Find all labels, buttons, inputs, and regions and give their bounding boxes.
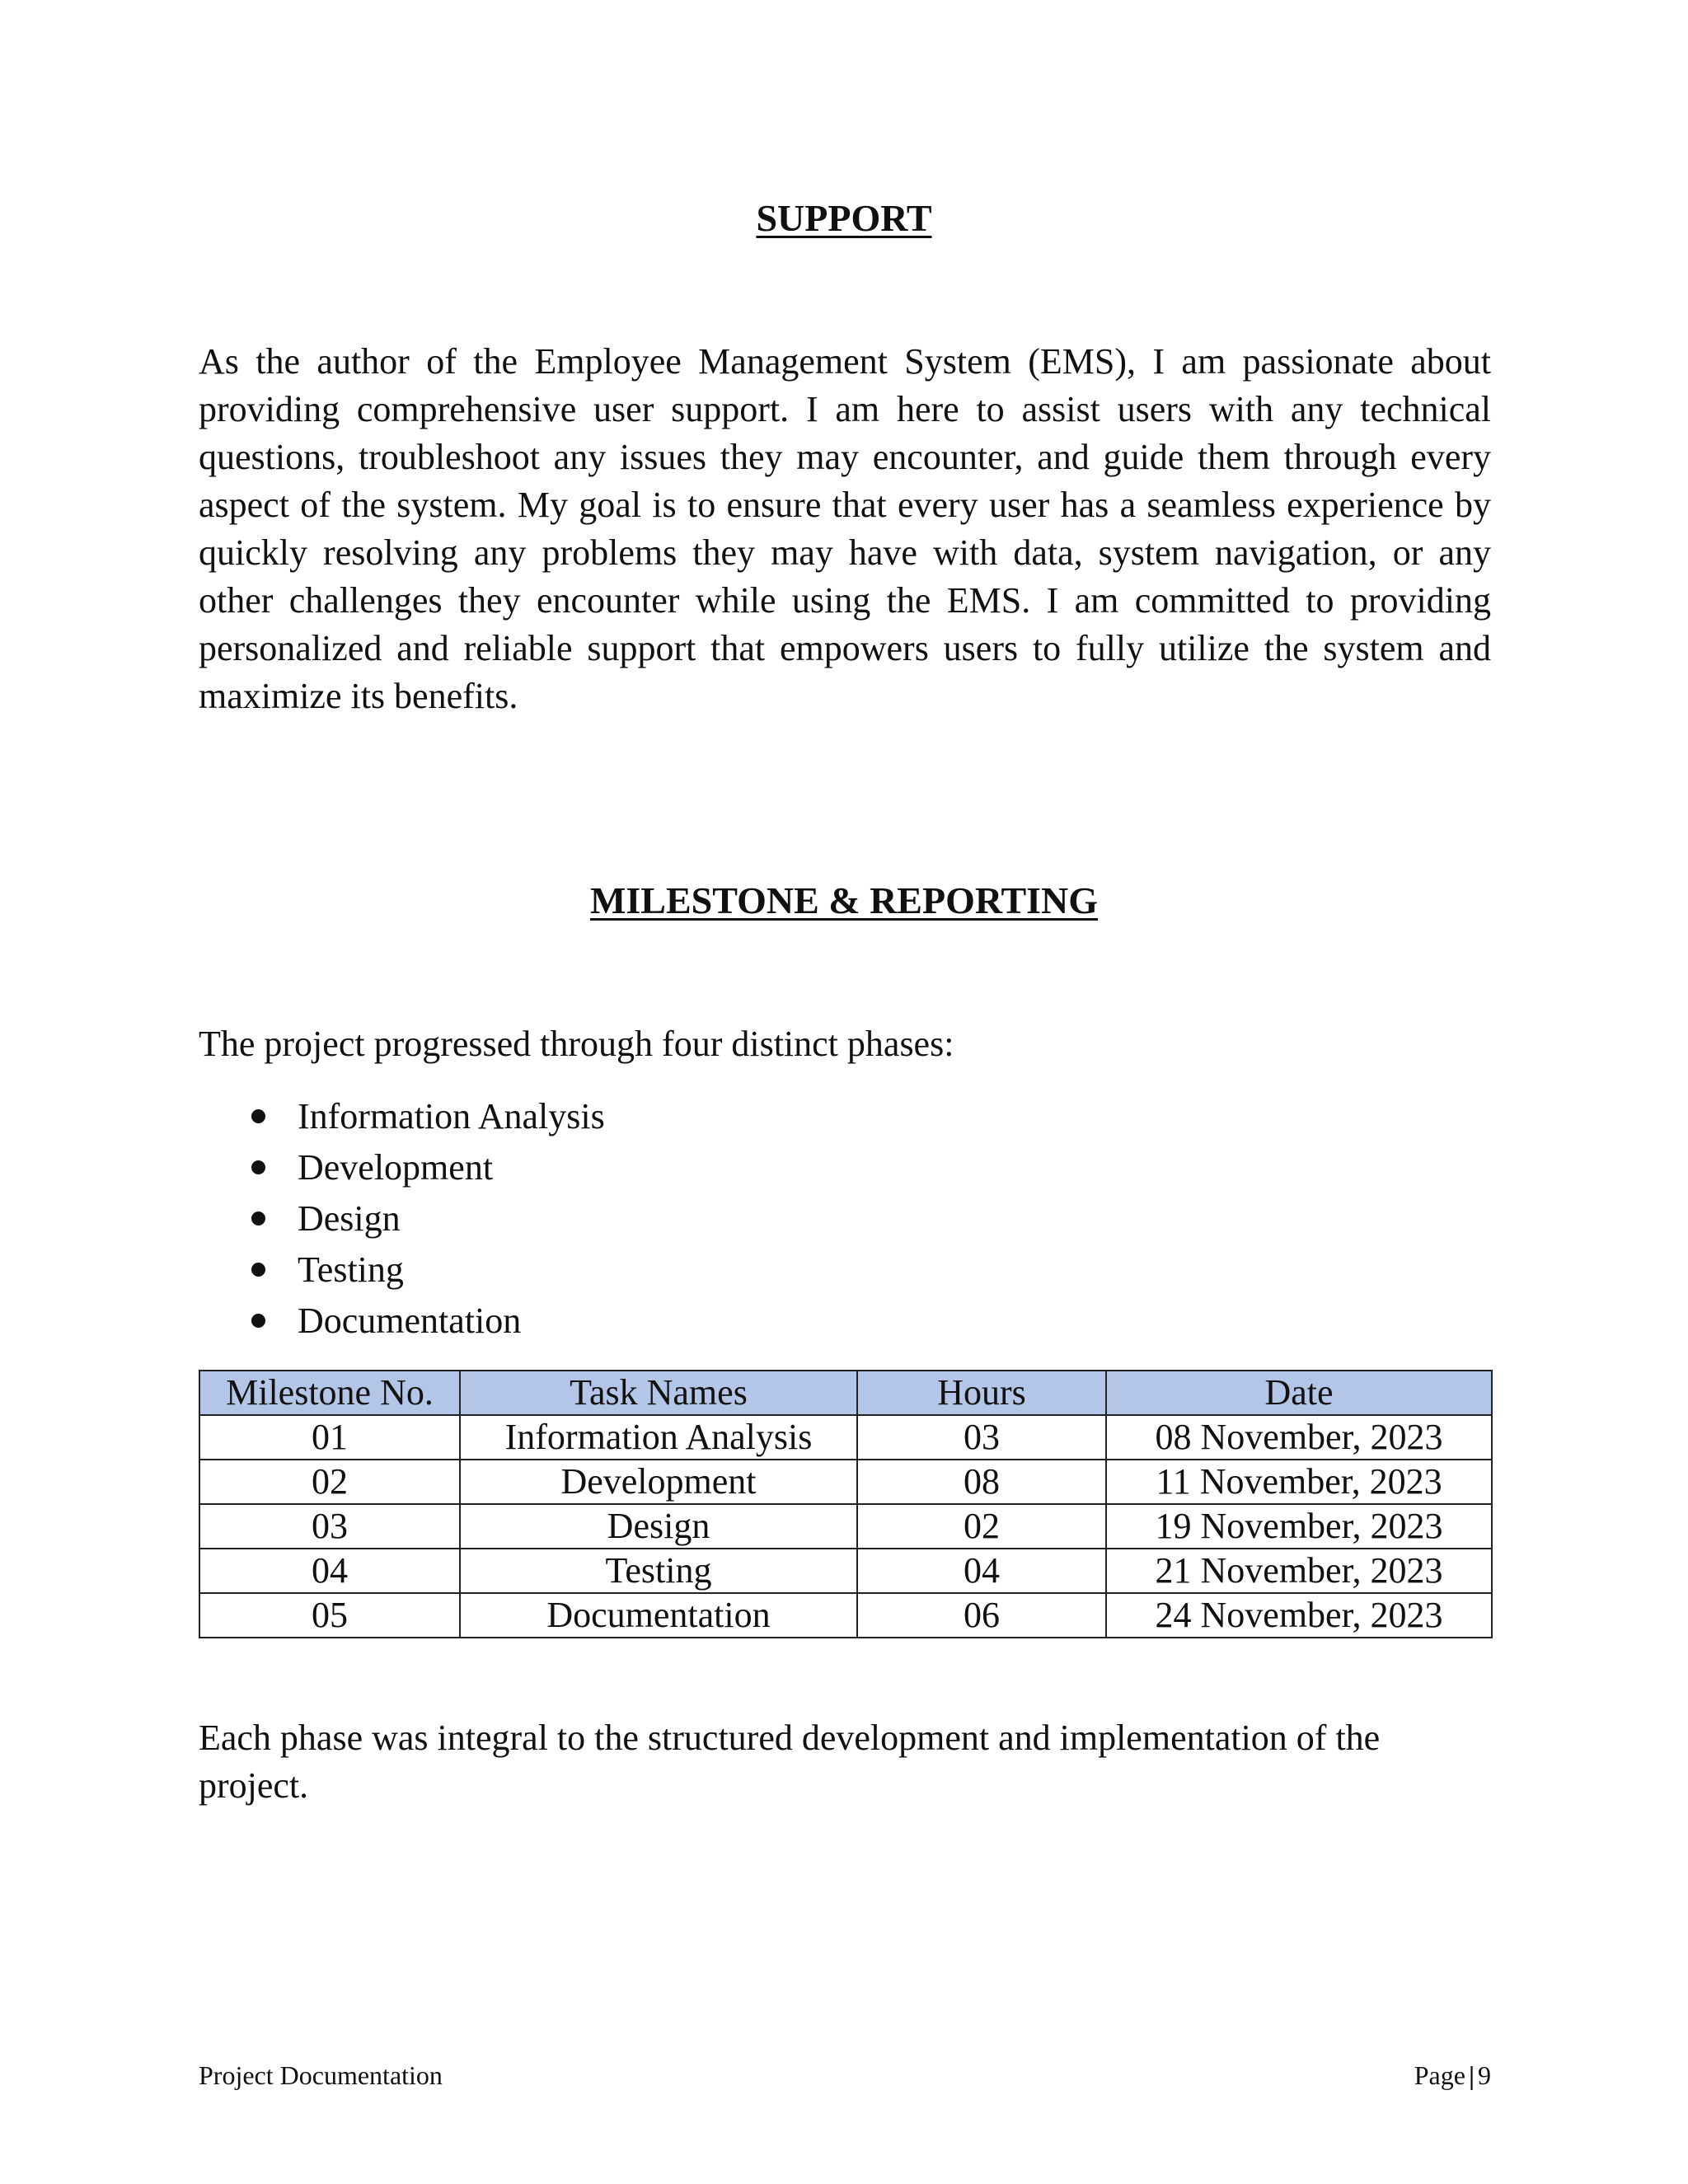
cell-milestone-no: 03 [199, 1504, 460, 1549]
cell-hours: 04 [857, 1549, 1106, 1593]
list-item [199, 1246, 1353, 1297]
phase-label: Design [298, 1198, 401, 1239]
page-number: 9 [1478, 2060, 1491, 2090]
closing-paragraph: Each phase was integral to the structured development and implementation of the project. [199, 1718, 1381, 1806]
page-separator: | [1468, 2060, 1475, 2090]
cell-task-name: Documentation [460, 1593, 857, 1638]
cell-task-name: Development [460, 1460, 857, 1504]
table-row [199, 1593, 1492, 1638]
cell-task-name: Design [460, 1504, 857, 1549]
phase-label: Information Analysis [298, 1096, 605, 1137]
cell-date: 24 November, 2023 [1106, 1593, 1492, 1638]
list-item [199, 1195, 1353, 1246]
cell-task-name: Information Analysis [460, 1415, 857, 1460]
cell-hours: 02 [857, 1504, 1106, 1549]
bullet-icon [251, 1212, 265, 1226]
footer-page-number [1414, 2060, 1491, 2091]
table-row [199, 1415, 1492, 1460]
phase-label: Development [298, 1147, 494, 1188]
bullet-icon [251, 1314, 265, 1328]
list-item [199, 1093, 1353, 1144]
milestone-heading: MILESTONE & REPORTING [589, 879, 1099, 921]
table-row [199, 1504, 1492, 1549]
milestone-table [199, 1370, 1493, 1638]
list-item [199, 1144, 1353, 1195]
list-item [199, 1297, 1353, 1348]
cell-date: 19 November, 2023 [1106, 1504, 1492, 1549]
cell-task-name: Testing [460, 1549, 857, 1593]
footer-document-title: Project Documentation [199, 2060, 443, 2090]
phases-intro: The project progressed through four distinct phases: [199, 1024, 954, 1064]
cell-milestone-no: 04 [199, 1549, 460, 1593]
cell-date: 08 November, 2023 [1106, 1415, 1492, 1460]
bullet-icon [251, 1109, 265, 1123]
support-heading: SUPPORT [756, 197, 932, 239]
cell-date: 21 November, 2023 [1106, 1549, 1492, 1593]
table-row [199, 1549, 1492, 1593]
header-hours: Hours [857, 1371, 1106, 1415]
table-header-row [199, 1371, 1492, 1415]
cell-milestone-no: 01 [199, 1415, 460, 1460]
bullet-icon [251, 1160, 265, 1174]
table-row [199, 1460, 1492, 1504]
phase-label: Testing [298, 1249, 404, 1290]
cell-hours: 03 [857, 1415, 1106, 1460]
cell-hours: 06 [857, 1593, 1106, 1638]
support-paragraph: As the author of the Employee Management System (EMS), I am passionate about providing comprehensive user support. I am here to assist users with any technical questions, troubleshoot any issues they may encounter, and guide them through every aspect of the system. My goal is to ensure that every user has a seamless experience by quickly resolving any problems they may have with data, system navigation, or any other challenges they encounter while using the EMS. I am committed to providing personalized and reliable support that empowers users to fully utilize the system and maximize its benefits. [199, 341, 1491, 716]
cell-milestone-no: 02 [199, 1460, 460, 1504]
header-milestone-no: Milestone No. [199, 1371, 460, 1415]
header-task-names: Task Names [460, 1371, 857, 1415]
cell-date: 11 November, 2023 [1106, 1460, 1492, 1504]
cell-hours: 08 [857, 1460, 1106, 1504]
phase-label: Documentation [298, 1301, 522, 1341]
phases-list [199, 1093, 1353, 1348]
cell-milestone-no: 05 [199, 1593, 460, 1638]
page-label: Page [1414, 2060, 1465, 2090]
bullet-icon [251, 1263, 265, 1277]
header-date: Date [1106, 1371, 1492, 1415]
